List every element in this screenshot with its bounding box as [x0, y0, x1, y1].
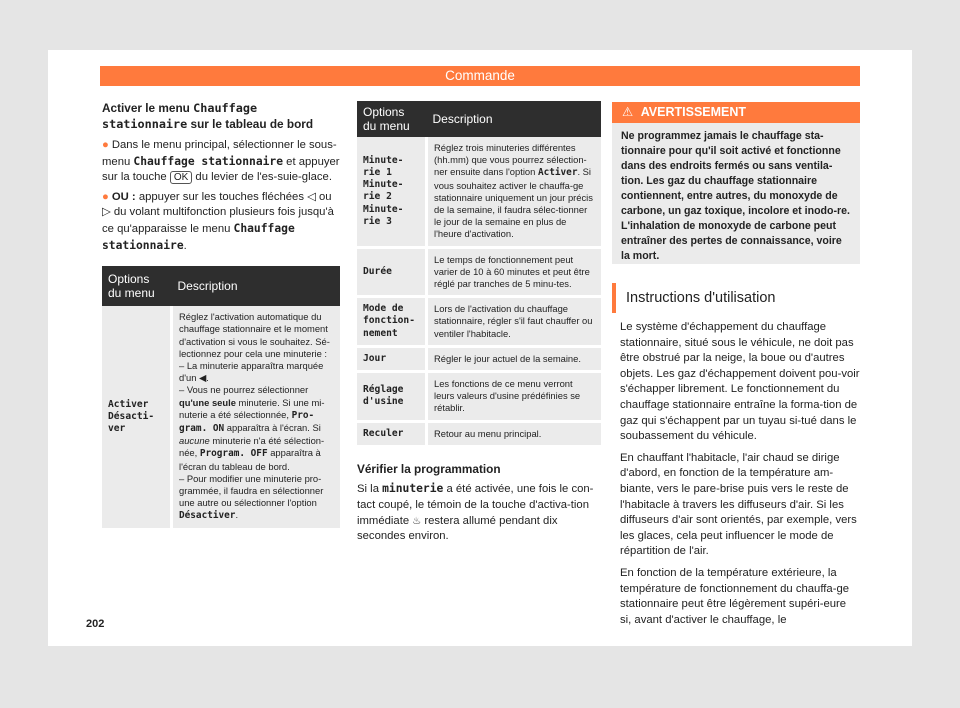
option-description: Retour au menu principal.	[427, 421, 602, 446]
left-heading: Activer le menu Chauffage stationnaire sur le tableau de bord	[102, 101, 314, 131]
arrow-left-icon: ◁	[307, 190, 316, 203]
page-number: 202	[86, 618, 105, 630]
option-description: Les fonctions de ce menu verront leurs valeurs d'usine prédéfinies se rétablir.	[427, 372, 602, 422]
table-row	[357, 421, 601, 446]
option-key: Jour	[357, 346, 427, 371]
paragraph: En chauffant l'habitacle, l'air chaud se dirige d'abord, en fonction de la température am-biante, vers le pare-brise puis vers le reste de l'habitacle à travers les diffuseurs d'air. Si les diffuseurs d'air sont orientés, par exemple, vers les glaces, cela peut influencer le mode de répartition de l'air.	[620, 451, 857, 558]
table-header-options: Options du menu	[357, 101, 427, 137]
warning-triangle-icon: ⚠	[622, 105, 634, 119]
table-row	[102, 306, 340, 529]
options-table-middle	[357, 101, 601, 448]
table-header-description: Description	[172, 266, 341, 306]
verify-heading: Vérifier la programmation	[357, 461, 501, 476]
option-description: Le temps de fonctionnement peut varier de 10 à 60 minutes et peut être réglé par tranches de 5 minu-tes.	[427, 247, 602, 297]
option-key: Réglage d'usine	[357, 372, 427, 422]
page-header: Commande	[100, 66, 860, 86]
option-key: Minute-rie 1 Minute-rie 2 Minute-rie 3	[357, 137, 427, 247]
bullet-icon: ●	[102, 139, 109, 151]
verify-paragraph: Si la minuterie a été activée, une fois le con-tact coupé, le témoin de la touche d'activa-tion immédiate ♨ restera allumé pendant dix secondes environ.	[357, 482, 594, 543]
option-description: Réglez l'activation automatique du chauffage stationnaire et le moment d'activation si vous le souhaitez. Sé-lectionnez pour cela une minuterie : – La minuterie apparaîtra marquée d'un ◀. – Vous ne pourrez sélectionner qu'une seule minuterie. Si une mi-nuterie a été sélectionnée, Pro-gram. ON apparaîtra à l'écran. Si aucune minuterie n'a été sélection-née, Program. OFF apparaîtra à l'écran du tableau de bord. – Pour modifier une minuterie pro-grammée, il faudra en sélectionner une autre ou sélectionner l'option Désactiver.	[172, 306, 341, 529]
right-column	[620, 320, 860, 632]
ok-key-icon: OK	[170, 171, 192, 184]
paragraph: Le système d'échappement du chauffage stationnaire, situé sous le véhicule, ne doit pas être obstrué par la neige, la boue ou d'autres objets. Les gaz d'échappement doivent pou-voir s'échapper librement. Le fonctionnement du chauffage stationnaire entraîne la forma-tion de gaz qui s'échappent par un tuyau si-tué dans le soubassement du véhicule.	[620, 321, 860, 443]
option-key: Mode de fonction-nement	[357, 297, 427, 347]
bullet-2: ● OU : appuyer sur les touches fléchées ◁ ou ▷ du volant multifonction plusieurs fois jusqu'à ce qu'apparaisse le menu Chauffage stationnaire.	[102, 190, 334, 252]
table-row	[357, 297, 601, 347]
table-row	[357, 346, 601, 371]
warning-text: Ne programmez jamais le chauffage sta-tionnaire pour qu'il soit activé et fonctionne dans des endroits fermés ou sans ventila-tion. Les gaz du chauffage stationnaire contiennent, entre autres, du monoxyde de carbone, un gaz toxique, incolore et inodo-re. L'inhalation de monoxyde de carbone peut entraîner des pertes de connaissance, voire la mort.	[621, 130, 850, 262]
warning-box	[612, 102, 860, 264]
bullet-icon: ●	[102, 190, 109, 203]
option-key: Activer Désacti-ver	[102, 306, 172, 529]
bullet-1: ● Dans le menu principal, sélectionner le sous-menu Chauffage stationnaire et appuyer sur la touche OK du levier de l'es-suie-glace.	[102, 139, 340, 184]
left-column	[102, 100, 340, 531]
table-row	[357, 372, 601, 422]
middle-column	[357, 101, 601, 549]
option-key: Reculer	[357, 421, 427, 446]
table-header-options: Options du menu	[102, 266, 172, 306]
heating-icon: ♨	[412, 515, 422, 527]
options-table-left	[102, 266, 340, 530]
table-row	[357, 247, 601, 297]
marker-triangle-icon: ◀	[199, 372, 207, 384]
warning-header: ⚠ AVERTISSEMENT	[612, 102, 860, 123]
option-description: Lors de l'activation du chauffage stationnaire, régler s'il faut chauffer ou ventiler l'habitacle.	[427, 297, 602, 347]
table-row	[357, 137, 601, 247]
option-description: Réglez trois minuteries différentes (hh.mm) que vous pourrez sélection-ner ensuite dans l'option Activer. Si vous souhaitez activer le chauffa-ge stationnaire uniquement un jour précis de la semaine, il faudra sélec-tionner le jour de la semaine en plus de l'heure d'activation.	[427, 137, 602, 247]
option-description: Régler le jour actuel de la semaine.	[427, 346, 602, 371]
table-header-description: Description	[427, 101, 602, 137]
option-key: Durée	[357, 247, 427, 297]
paragraph: En fonction de la température extérieure, la température de fonctionnement du chauffa-ge stationnaire peut être légèrement supéri-eure si, avant d'activer le chauffage, le	[620, 566, 850, 626]
arrow-right-icon: ▷	[102, 206, 111, 219]
section-title: Instructions d'utilisation	[612, 283, 860, 313]
